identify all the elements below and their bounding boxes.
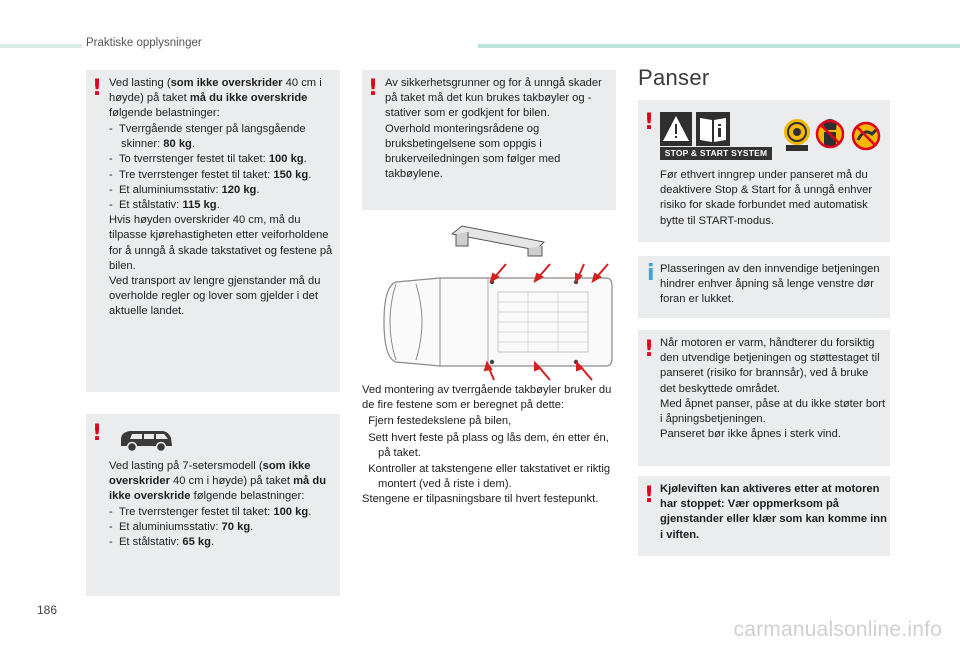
watermark: carmanualsonline.info xyxy=(733,618,942,641)
load-limits-list xyxy=(109,122,339,320)
warning-triangle-icon xyxy=(660,112,692,146)
safety-p2: Overhold monteringsrådene og bruksbetingelsene som oppgis i brukerveiledningen som følger med takbøylene. xyxy=(385,122,561,181)
load-intro-c: 40 cm i høyde) på taket xyxy=(109,77,322,105)
warning-icon: ! xyxy=(92,421,103,446)
van-top-view-icon xyxy=(380,262,616,382)
safety-p1: Av sikkerhetsgrunner og for å unngå skader på taket må det kun brukes takbøyler og -stativer som er godkjent for bilen. xyxy=(385,77,602,120)
load-limits-text xyxy=(109,76,335,122)
section-header: Praktiske opplysninger xyxy=(86,37,202,49)
mounting-text xyxy=(362,383,618,508)
roof-bar-icon xyxy=(448,222,552,258)
seven-seat-text: Ved lasting på 7-setersmodell (som ikke overskrider 40 cm i høyde) på taket må du ikke overskride følgende belastninger: - Tre tverrstenger festet til taket: 100 kg. - Et aluminiumsstativ: 70 kg. - Et stålstativ: 65 kg. xyxy=(109,459,337,550)
mounting-note: Stengene er tilpasningsbare til hvert festepunkt. xyxy=(362,493,599,506)
warning-icon: ! xyxy=(644,337,655,362)
cooling-fan-text: Kjøleviften kan aktiveres etter at motoren har stoppet: Vær oppmerksom på gjenstander eller klær som kan komme inn i viften. xyxy=(660,483,887,541)
list-item: Kontroller at takstengene eller takstativet er riktig montert (ved å riste i dem). xyxy=(368,463,611,491)
no-hands-icon xyxy=(816,119,844,148)
section-title: Panser xyxy=(638,65,710,90)
list-item: - Et stålstativ: 115 kg. xyxy=(109,199,220,212)
page-number: 186 xyxy=(37,603,58,617)
list-item: - Et aluminiumsstativ: 120 kg. xyxy=(109,183,260,196)
interior-release-text: Plasseringen av den innvendige betjeningen hindrer enhver åpning så lenge venstre dør foran er lukket. xyxy=(660,263,880,306)
fan-icon xyxy=(784,119,810,151)
info-icon: i xyxy=(647,261,655,286)
list-item: - Tre tverrstenger festet til taket: 100 kg. xyxy=(109,505,312,518)
warning-icon: ! xyxy=(368,76,379,101)
list-item: - Et aluminiumsstativ: 70 kg. xyxy=(109,520,254,533)
list-item: - To tverrstenger festet til taket: 100 kg. xyxy=(109,153,307,166)
load-intro-e: følgende belastninger: xyxy=(109,107,220,120)
hot-engine-text xyxy=(660,336,886,442)
warning-icon: ! xyxy=(644,483,655,508)
header-accent-left xyxy=(0,44,82,48)
load-intro-a: Ved lasting ( xyxy=(109,77,171,89)
hot-engine-p1: Når motoren er varm, håndterer du forsiktig den utvendige betjeningen og støttestaget til panseret (risiko for brannsår), ved å bruke det beskyttede området. xyxy=(660,337,880,395)
no-fan-contact-icon xyxy=(852,122,880,150)
list-item: - Et stålstativ: 65 kg. xyxy=(109,536,215,549)
stop-start-text: Før ethvert inngrep under panseret må du deaktivere Stop & Start for å unngå enhver risiko for skade forbundet med automatisk bytte til START-modus. xyxy=(660,169,873,227)
mounting-intro: Ved montering av tverrgående takbøyler bruker du de fire festene som er beregnet på dette: xyxy=(362,384,612,412)
load-intro-b: som ikke overskrider xyxy=(170,77,283,89)
header-accent-right xyxy=(478,44,960,48)
hot-engine-p3: Panseret bør ikke åpnes i sterk vind. xyxy=(660,428,841,441)
safety-text xyxy=(385,76,611,182)
van-side-icon xyxy=(118,426,174,454)
long-objects-advice: Ved transport av lengre gjenstander må du overholde regler og lover som gjelder i det aktuelle landet. xyxy=(109,275,321,318)
list-item: Sett hvert feste på plass og lås dem, én etter én, på taket. xyxy=(368,431,609,459)
list-item: - Tverrgående stenger på langsgående skinner: 80 kg. xyxy=(109,123,306,151)
hot-engine-p2: Med åpnet panser, påse at du ikke støter bort i åpningsbetjeningen. xyxy=(660,397,886,426)
list-item: Fjern festedekslene på bilen, xyxy=(368,415,512,428)
height-advice: Hvis høyden overskrider 40 cm, må du tilpasse kjørehastigheten etter veiforholdene for å unngå å skade takstativet og festene på bilen. xyxy=(109,214,333,272)
stop-start-label: STOP & START SYSTEM xyxy=(660,147,772,160)
load-intro-d: må du ikke overskride xyxy=(189,92,308,105)
warning-icon: ! xyxy=(644,110,655,135)
warning-icon: ! xyxy=(92,76,103,101)
manual-book-icon xyxy=(696,112,730,146)
list-item: - Tre tverrstenger festet til taket: 150 kg. xyxy=(109,168,312,181)
